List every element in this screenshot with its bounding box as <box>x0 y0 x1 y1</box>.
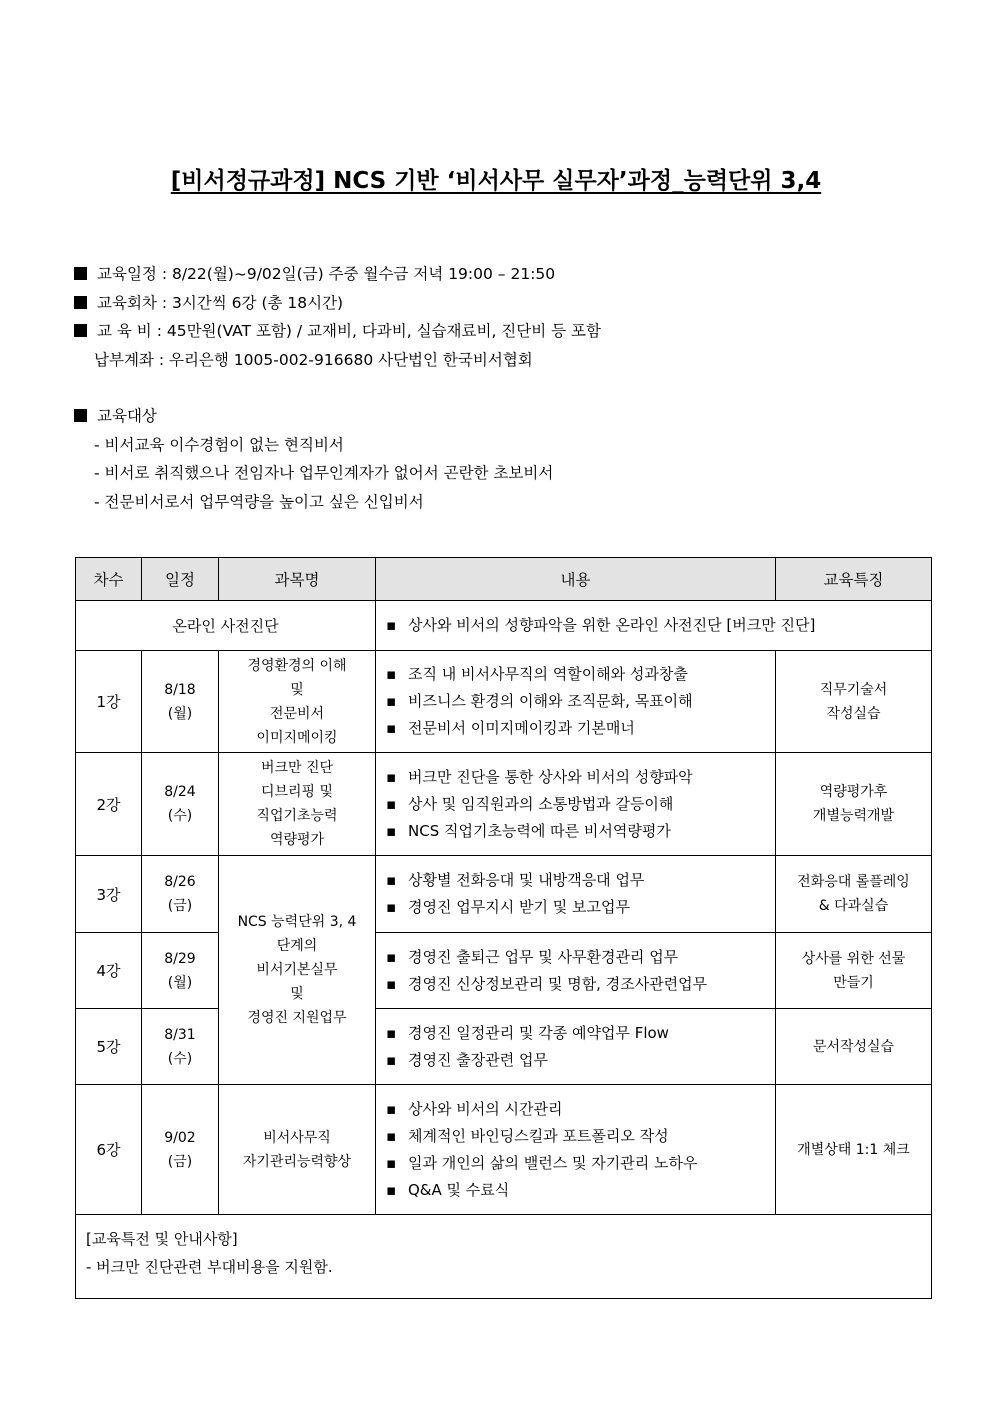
table-row-online <box>76 601 932 651</box>
info-schedule: 교육일정 : 8/22(월)~9/02일(금) 주중 월수금 저녁 19:00 – 21:50 <box>74 262 601 291</box>
session-number: 1강 <box>76 651 142 753</box>
session-number: 5강 <box>76 1009 142 1085</box>
notes-cell <box>76 1215 932 1299</box>
session-number: 3강 <box>76 856 142 933</box>
session-number: 6강 <box>76 1085 142 1215</box>
subject-cell: 버크만 진단 디브리핑 및 직업기초능력 역량평가 <box>219 753 376 856</box>
table-row <box>76 933 932 1009</box>
table-row <box>76 753 932 856</box>
table-row <box>76 856 932 933</box>
square-bullet-icon <box>74 296 87 309</box>
feature-cell: 상사를 위한 선물 만들기 <box>776 933 932 1009</box>
session-date: 8/31 (수) <box>142 1009 219 1085</box>
notes-item: - 버크만 진단관련 부대비용을 지원함. <box>86 1258 333 1276</box>
content-cell: ▪ 조직 내 비서사무직의 역할이해와 성과창출 ▪ 비즈니스 환경의 이해와 조직문화, 목표이해 ▪ 전문비서 이미지메이킹과 기본매너 <box>376 651 776 753</box>
shared-subject-cell: NCS 능력단위 3, 4 단계의 비서기본실무 및 경영진 지원업무 <box>219 856 376 1085</box>
content-cell: ▪ 경영진 일정관리 및 각종 예약업무 Flow ▪ 경영진 출장관련 업무 <box>376 1009 776 1085</box>
session-date: 9/02 (금) <box>142 1085 219 1215</box>
session-number: 4강 <box>76 933 142 1009</box>
subject-cell: 경영환경의 이해 및 전문비서 이미지메이킹 <box>219 651 376 753</box>
target-item: - 전문비서로서 업무역량을 높이고 싶은 신입비서 <box>94 492 424 511</box>
page-title: [비서정규과정] NCS 기반 ‘비서사무 실무자’과정_능력단위 3,4 <box>170 168 822 194</box>
table-row <box>76 1009 932 1085</box>
info-account: 납부계좌 : 우리은행 1005-002-916680 사단법인 한국비서협회 <box>94 350 533 369</box>
online-content: ▪ 상사와 비서의 성향파악을 위한 온라인 사전진단 [버크만 진단] <box>376 601 932 651</box>
table-row <box>76 1085 932 1215</box>
content-cell: ▪ 상황별 전화응대 및 내방객응대 업무 ▪ 경영진 업무지시 받기 및 보고업무 <box>376 856 776 933</box>
session-date: 8/26 (금) <box>142 856 219 933</box>
schedule-table <box>75 557 932 1299</box>
feature-cell: 직무기술서 작성실습 <box>776 651 932 753</box>
session-date: 8/18 (월) <box>142 651 219 753</box>
notes-heading: [교육특전 및 안내사항] <box>86 1230 238 1248</box>
header-cell: 교육특징 <box>776 558 932 601</box>
info-fee: 교 육 비 : 45만원(VAT 포함) / 교재비, 다과비, 실습재료비, 진단비 등 포함 <box>74 319 601 348</box>
table-header-row <box>76 558 932 601</box>
course-info <box>74 262 601 518</box>
session-number: 2강 <box>76 753 142 856</box>
square-bullet-icon <box>74 409 87 422</box>
content-cell: ▪ 경영진 출퇴근 업무 및 사무환경관리 업무 ▪ 경영진 신상정보관리 및 명함, 경조사관련업무 <box>376 933 776 1009</box>
feature-cell: 역량평가후 개별능력개발 <box>776 753 932 856</box>
online-label: 온라인 사전진단 <box>76 601 376 651</box>
content-cell: ▪ 버크만 진단을 통한 상사와 비서의 성향파악 ▪ 상사 및 임직원과의 소통방법과 갈등이해 ▪ NCS 직업기초능력에 따른 비서역량평가 <box>376 753 776 856</box>
target-item: - 비서로 취직했으나 전임자나 업무인계자가 없어서 곤란한 초보비서 <box>94 464 554 482</box>
header-cell: 차수 <box>76 558 142 601</box>
feature-cell: 전화응대 롤플레잉 & 다과실습 <box>776 856 932 933</box>
info-target-heading: 교육대상 <box>74 404 601 433</box>
header-cell: 과목명 <box>219 558 376 601</box>
header-cell: 일정 <box>142 558 219 601</box>
content-cell: ▪ 상사와 비서의 시간관리 ▪ 체계적인 바인딩스킬과 포트폴리오 작성 ▪ 일과 개인의 삶의 밸런스 및 자기관리 노하우 ▪ Q&A 및 수료식 <box>376 1085 776 1215</box>
info-sessions: 교육회차 : 3시간씩 6강 (총 18시간) <box>74 291 601 320</box>
subject-cell: 비서사무직 자기관리능력향상 <box>219 1085 376 1215</box>
square-bullet-icon <box>74 324 87 337</box>
table-row <box>76 651 932 753</box>
square-bullet-icon <box>74 267 87 280</box>
feature-cell: 개별상태 1:1 체크 <box>776 1085 932 1215</box>
header-cell: 내용 <box>376 558 776 601</box>
session-date: 8/24 (수) <box>142 753 219 856</box>
session-date: 8/29 (월) <box>142 933 219 1009</box>
feature-cell: 문서작성실습 <box>776 1009 932 1085</box>
notes-row <box>76 1215 932 1299</box>
target-item: - 비서교육 이수경험이 없는 현직비서 <box>94 435 344 454</box>
